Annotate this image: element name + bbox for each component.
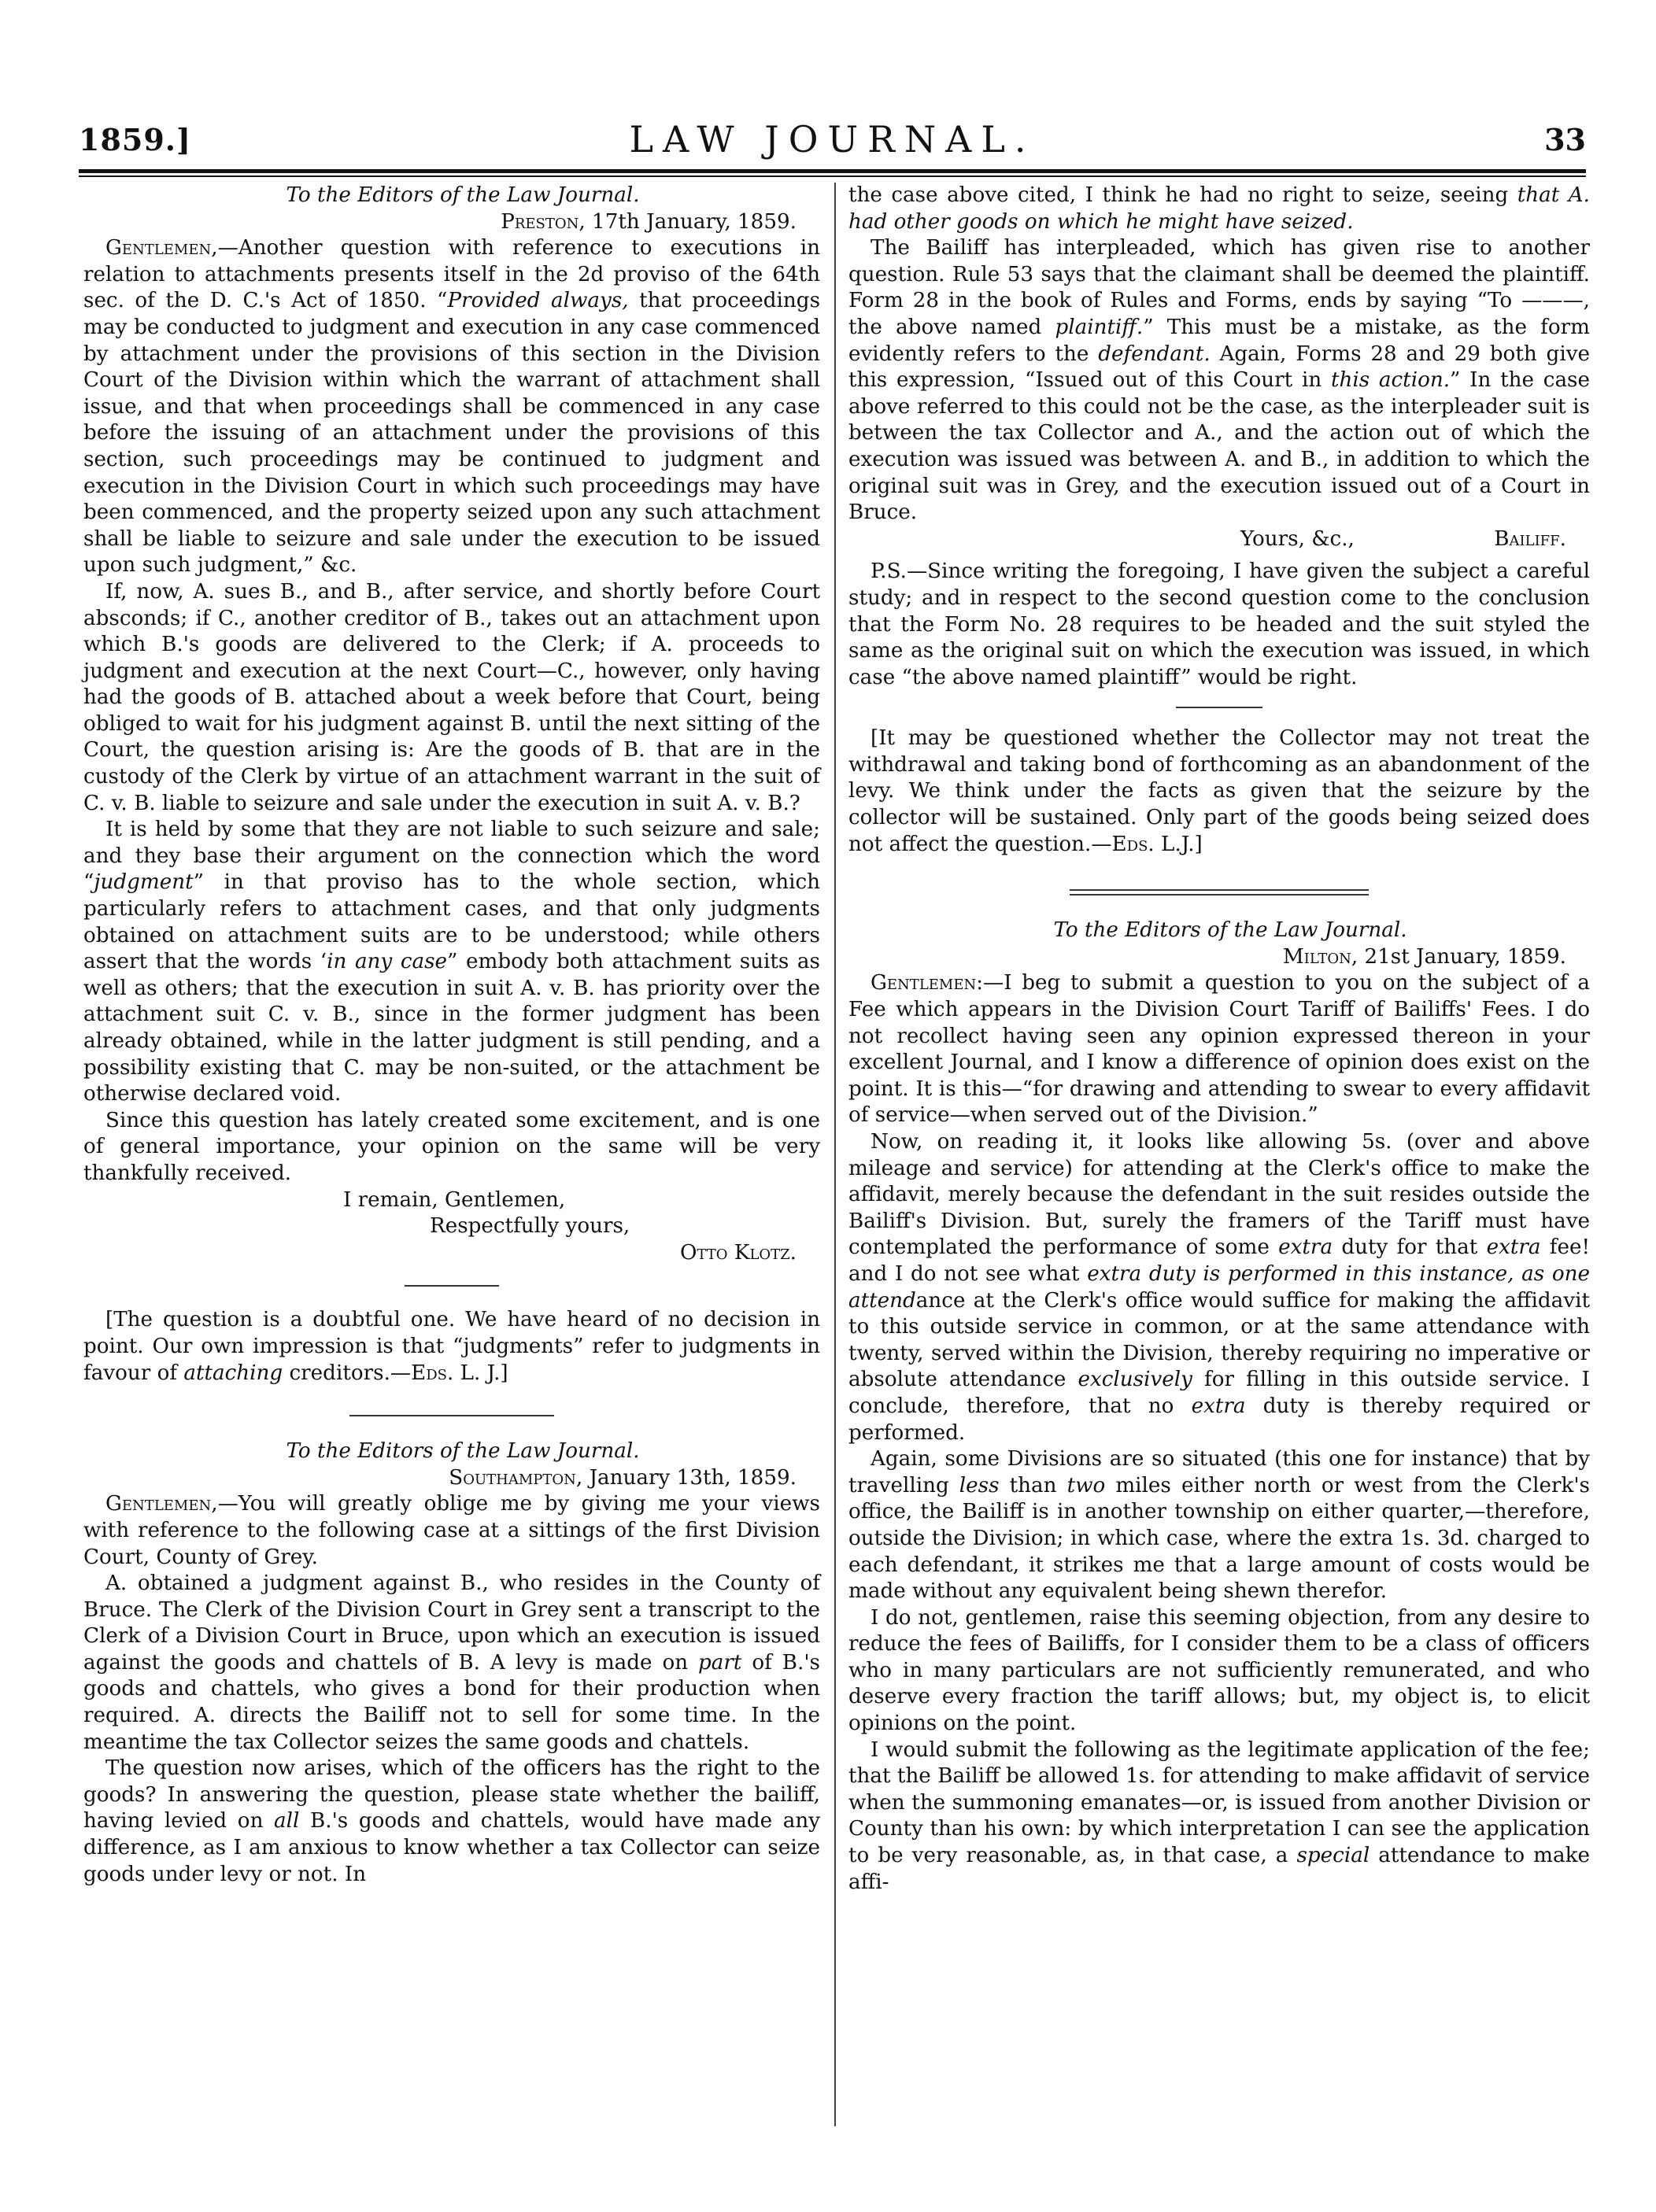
letter1-signature: Otto Klotz. bbox=[679, 1240, 797, 1265]
double-separator-rule bbox=[1070, 889, 1369, 896]
letter3-paragraph-1: Gentlemen:—I beg to submit a question to you on the subject of a Fee which appears in the Division Court Tariff of Bailiffs' Fees. I do not recollect having seen any opinion expressed thereon in your excellent Journal, and I know a difference of opinion does exist on the point. It is this—“for drawing and attending to swear to every affidavit of service—when served out of the Division.” bbox=[848, 971, 1590, 1128]
letter2-greeting: Gentlemen, bbox=[105, 1492, 218, 1516]
header-rule-thick bbox=[79, 169, 1586, 173]
letter1-date: 17th January, 1859. bbox=[592, 209, 797, 234]
closing-line-1: I remain, Gentlemen, bbox=[343, 1187, 566, 1212]
right-column bbox=[848, 183, 1590, 1896]
separator-rule bbox=[349, 1415, 554, 1416]
letter3-place: Milton, bbox=[1282, 944, 1358, 969]
letter2-continuation: the case above cited, I think he had no right to seize, seeing that A. had other goods on which he might have seized. bbox=[848, 183, 1590, 234]
letter3-paragraph-3: Again, some Divisions are so situated (this one for instance) that by travelling less than two miles either north or west from the Clerk's office, the Bailiff is in another township on either quarter,—therefore, outside the Division; in which case, where the extra 1s. 3d. charged to each defendant, it strikes me that a large amount of costs would be made without any equivalent being shewn therefor. bbox=[848, 1447, 1590, 1604]
letter3-paragraph-4: I do not, gentlemen, raise this seeming objection, from any desire to reduce the fees of Bailiffs, for I consider them to be a class of officers who in many particulars are not sufficiently remunerated, and who deserve every fraction the tariff allows; but, my object is, to elicit opinions on the point. bbox=[848, 1605, 1590, 1736]
left-column bbox=[83, 183, 820, 1888]
letter2-paragraph-1: Gentlemen,—You will greatly oblige me by giving me your views with reference to the following case at a sittings of the first Division Court, County of Grey. bbox=[83, 1492, 820, 1569]
letter1-salutation: To the Editors of the Law Journal. bbox=[286, 183, 640, 207]
letter3-paragraph-2: Now, on reading it, it looks like allowing 5s. (over and above mileage and service) for attending at the Clerk's office to make the affidavit, merely because the defendant in the suit resides outside the Bailiff's Division. But, surely the framers of the Tariff must have contemplated the performance of some extra duty for that extra fee! and I do not see what extra duty is performed in this instance, as one attendance at the Clerk's office would suffice for making the affidavit to this outside service in common, or at the same attendance with twenty, served within the Division, thereby requiring no imperative or absolute attendance exclusively for filling in this outside service. I conclude, therefore, that no extra duty is thereby required or performed. bbox=[848, 1130, 1590, 1445]
letter1-paragraph-1: Gentlemen,—Another question with reference to executions in relation to attachments presents itself in the 2d proviso of the 64th sec. of the D. C.'s Act of 1850. “Provided always, that proceedings may be conducted to judgment and execution in any case commenced by attachment under the provisions of this section in the Division Court of the Division within which the warrant of attachment shall issue, and that when proceedings shall be commenced in any case before the issuing of an attachment under the provisions of this section, such proceedings may be continued to judgment and execution in the Division Court in which such proceedings may have been commenced, and the property seized upon any such attachment shall be liable to seizure and sale under the execution to be issued upon such judgment,” &c. bbox=[83, 236, 821, 578]
letter2-paragraph-2: A. obtained a judgment against B., who resides in the County of Bruce. The Clerk of the Division Court in Grey sent a transcript to the Clerk of a Division Court in Bruce, upon which an execution is issued against the goods and chattels of B. A levy is made on part of B.'s goods and chattels, who gives a bond for their production when required. A. directs the Bailiff not to sell for some time. In the meantime the tax Collector seizes the same goods and chattels. bbox=[83, 1571, 820, 1754]
letter1-greeting: Gentlemen, bbox=[105, 236, 218, 260]
letter1-place: Preston, bbox=[501, 209, 586, 234]
separator-rule bbox=[405, 1285, 499, 1287]
postscript: P.S.—Since writing the foregoing, I have given the subject a careful study; and in respect to the second question come to the conclusion that the Form No. 28 requires to be headed and the suit styled the same as the original suit on which the execution was issued, in which case “the above named plaintiff” would be right. bbox=[848, 559, 1590, 689]
letter2-salutation: To the Editors of the Law Journal. bbox=[286, 1439, 640, 1464]
letter1-closing bbox=[83, 1187, 820, 1267]
header-rule-thin bbox=[79, 175, 1586, 177]
editor-note-2: [It may be questioned whether the Collector may not treat the withdrawal and taking bond of forthcoming as an abandonment of the levy. We think under the facts as given that the seizure by the collector will be sustained. Only part of the goods being seized does not affect the question.—Eds. L.J.] bbox=[848, 726, 1590, 856]
letter2-date: January 13th, 1859. bbox=[589, 1465, 797, 1490]
closing-line: Yours, &c., bbox=[1240, 526, 1355, 551]
letter1-paragraph-4: Since this question has lately created some excitement, and is one of general importance, your opinion on the same will be very thankfully received. bbox=[83, 1108, 820, 1185]
letter3-greeting: Gentlemen bbox=[871, 971, 977, 995]
column-divider bbox=[834, 183, 836, 2126]
closing-line-2: Respectfully yours, bbox=[430, 1214, 630, 1239]
letter3-dateline bbox=[848, 944, 1590, 971]
editor-note-1: [The question is a doubtful one. We have heard of no decision in point. Our own impression is that “judgments” refer to judgments in favour of attaching creditors.—Eds. L. J.] bbox=[83, 1308, 820, 1385]
letter2-dateline bbox=[83, 1465, 820, 1492]
letter3-paragraph-5: I would submit the following as the legitimate application of the fee; that the Bailiff be allowed 1s. for attending to make affidavit of service when the summoning emanates—or, is issued from another Division or County than his own: by which interpretation I can see the application to be very reasonable, as, in that case, a special attendance to make affi- bbox=[848, 1737, 1590, 1894]
separator-rule bbox=[1176, 707, 1262, 708]
letter3-salutation: To the Editors of the Law Journal. bbox=[1053, 918, 1407, 943]
letter1-dateline bbox=[83, 209, 820, 236]
letter3-date: 21st January, 1859. bbox=[1364, 944, 1566, 969]
page-header bbox=[79, 118, 1586, 165]
letter1-paragraph-3: It is held by some that they are not liable to such seizure and sale; and they base their argument on the connection which the word “judgment” in that proviso has to the whole section, which particularly refers to attachment cases, and that only judgments obtained on attachment suits are to be understood; while others assert that the words ‘in any case” embody both attachment suits as well as others; that the execution in suit A. v. B. has priority over the attachment suit C. v. B., since in the former judgment has been already obtained, while in the latter judgment is still pending, and a possibility existing that C. may be non-suited, or the attachment be otherwise declared void. bbox=[83, 818, 820, 1106]
journal-title: LAW JOURNAL. bbox=[629, 118, 1036, 161]
letter2-place: Southampton, bbox=[449, 1465, 583, 1490]
letter2-paragraph-3: The question now arises, which of the officers has the right to the goods? In answering the question, please state whether the bailiff, having levied on all B.'s goods and chattels, would have made any difference, as I am anxious to know whether a tax Collector can seize goods under levy or not. In bbox=[83, 1756, 821, 1886]
letter1-paragraph-2: If, now, A. sues B., and B., after service, and shortly before Court absconds; if C., another creditor of B., takes out an attachment upon which B.'s goods are delivered to the Clerk; if A. proceeds to judgment and execution at the next Court—C., however, only having had the goods of B. attached about a week before that Court, being obliged to wait for his judgment against B. until the next sitting of the Court, the question arising is: Are the goods of B. that are in the custody of the Clerk by virtue of an attachment warrant in the suit of C. v. B. liable to seizure and sale under the execution in suit A. v. B.? bbox=[83, 579, 820, 815]
letter2-signature: Bailiff. bbox=[1494, 526, 1566, 551]
header-year: 1859.] bbox=[79, 122, 191, 157]
letter2-closing bbox=[848, 526, 1590, 553]
letter2-paragraph-4: The Bailiff has interpleaded, which has given rise to another question. Rule 53 says that the claimant shall be deemed the plaintiff. Form 28 in the book of Rules and Forms, ends by saying “To ———, the above named plaintiff.” This must be a mistake, as the form evidently refers to the defendant. Again, Forms 28 and 29 both give this expression, “Issued out of this Court in this action.” In the case above referred to this could not be the case, as the interpleader suit is between the tax Collector and A., and the action out of which the execution was issued was between A. and B., in addition to which the original suit was in Grey, and the execution issued out of a Court in Bruce. bbox=[848, 236, 1590, 525]
page-number: 33 bbox=[1544, 122, 1586, 157]
